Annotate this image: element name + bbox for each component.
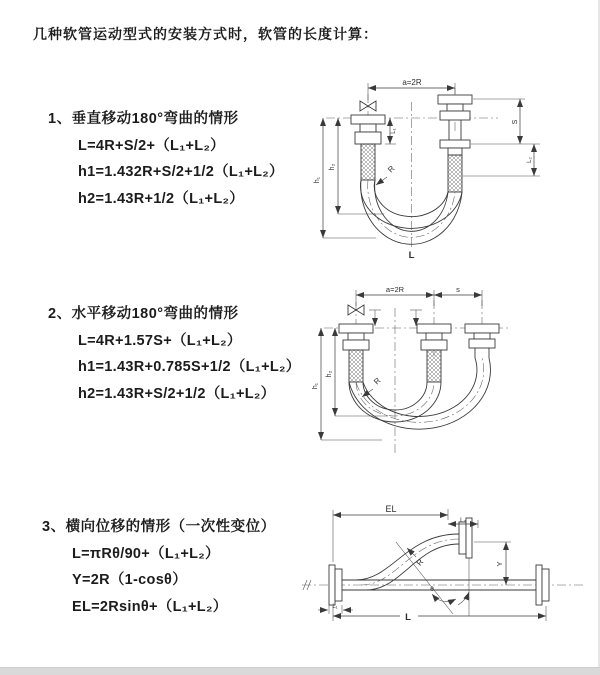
dim-label-shift: s <box>456 285 460 294</box>
dim-label-l1: L₁ <box>332 604 338 610</box>
formula-line: Y=2R（1-cosθ） <box>72 572 187 588</box>
section-2-heading: 2、水平移动180°弯曲的情形 <box>48 306 239 322</box>
flange-fitting-2 <box>417 324 451 382</box>
dim-label-length: L <box>405 612 411 623</box>
dim-label-a2r: a=2R <box>385 285 405 294</box>
length-label: L <box>408 250 415 261</box>
section-3-heading: 3、横向位移的情形（一次性变位） <box>42 519 276 535</box>
s-curve-hose <box>356 534 459 590</box>
dim-label-el: EL <box>385 504 397 514</box>
left-flange <box>329 565 342 605</box>
hose-arcs <box>349 358 490 429</box>
dim-label-h2: h₂ <box>329 163 336 171</box>
dim-label-s: S <box>512 119 519 125</box>
dim-label-l2: L₂ <box>527 157 533 163</box>
radius-callout <box>407 548 426 567</box>
page-title: 几种软管运动型式的安装方式时，软管的长度计算： <box>33 26 378 42</box>
radius-label: R <box>386 164 397 175</box>
section-1-heading: 1、垂直移动180°弯曲的情形 <box>48 111 239 127</box>
diagram-vertical-bend <box>312 72 590 267</box>
right-flange-fitting <box>438 95 472 192</box>
dimension-top <box>356 285 482 306</box>
dim-label-h2: h₂ <box>326 370 333 378</box>
section-horizontal-movement <box>48 302 301 403</box>
formula-line: h1=1.432R+S/2+1/2（L₁+L₂） <box>78 164 284 180</box>
dim-label-l1: L₁ <box>391 128 397 134</box>
dim-label-l2: L₂ <box>460 518 466 524</box>
formula-line: EL=2Rsinθ+（L₁+L₂） <box>72 598 228 615</box>
dim-label-h1: h₁ <box>312 382 319 390</box>
formula-line: h1=1.43R+0.785S+1/2（L₁+L₂） <box>78 359 301 375</box>
dimension-l <box>333 606 546 623</box>
dim-label-a2r: a=2R <box>402 78 422 87</box>
dim-label-y: Y <box>495 561 504 567</box>
dimension-l1 <box>318 604 353 614</box>
left-flange-fitting <box>351 115 385 180</box>
formula-line: h2=1.43R+S/2+1/2（L₁+L₂） <box>78 385 276 402</box>
fitting-length-arrows <box>369 310 422 326</box>
section-vertical-movement <box>48 107 284 208</box>
angle-callout <box>430 586 469 605</box>
section-lateral-displacement <box>42 515 276 616</box>
dimension-y <box>474 542 511 585</box>
dimension-l2 <box>463 144 540 176</box>
dimension-s <box>471 99 540 144</box>
centerlines <box>326 88 498 250</box>
diagram-horizontal-bend <box>312 280 590 475</box>
page-edge-bottom <box>0 667 600 675</box>
dimension-l1 <box>385 118 397 144</box>
flange-fitting-1 <box>339 324 373 382</box>
angle-label: θ <box>430 586 434 593</box>
radius-callout <box>376 164 397 185</box>
dim-label-h1: h₁ <box>314 176 321 184</box>
radius-label: R <box>414 557 426 568</box>
formula-line: L=πRθ/90+（L₁+L₂） <box>72 545 220 562</box>
formula-line: L=4R+S/2+（L₁+L₂） <box>78 137 225 154</box>
right-flange <box>536 565 549 605</box>
radius-label: R <box>372 376 383 387</box>
diagram-lateral-displacement <box>296 502 592 662</box>
formula-line: h2=1.43R+1/2（L₁+L₂） <box>78 190 245 207</box>
formula-line: L=4R+1.57S+（L₁+L₂） <box>78 332 242 349</box>
flange-fitting-3 <box>465 324 499 358</box>
dimension-el <box>333 504 448 562</box>
